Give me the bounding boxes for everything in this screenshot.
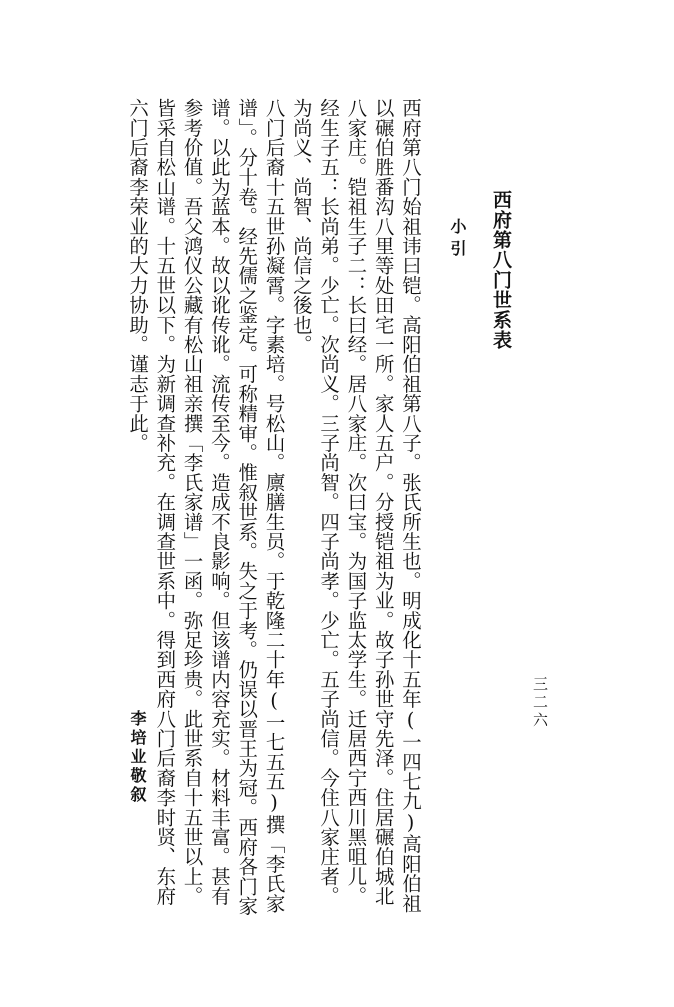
paragraph-2: 八门后裔十五世孙凝霄。字素培。号松山。廪膳生员。于乾隆二十年(一七五五)撰「李氏家谱」。分十卷。经先儒之鉴定。可称精审。惟叙世系。失之于考。仍误以晋王为冠。西府各门家谱。以此为蓝本。故以讹传讹。流传至今。造成不良影响。但该谱内容充实。材料丰富。甚有参考价值。吾父鸿仪公藏有松山祖亲撰「李氏家谱」一函。弥足珍贵。此世系自十五世以上。皆采自松山谱。十五世以下。为新调查补充。在调查世系中。得到西府八门后裔李时贤、东府六门后裔李荣业的大力协助。谨志于此。: [126, 98, 286, 916]
section-subtitle: 小引: [448, 218, 467, 262]
page-number: 三二六: [531, 676, 549, 730]
author-signature: 李培业敬叙: [128, 710, 147, 805]
page-title: 西府第八门世系表: [490, 190, 512, 350]
paragraph-1: 西府第八门始祖讳曰铠。高阳伯祖第八子。张氏所生也。明成化十五年(一四七九)高阳伯祖以碾伯胜番沟八里等处田宅一所。家人五户。分授铠祖为业。故子孙世守先泽。住居碾伯城北八家庄。铠祖生子二：长曰经。居八家庄。次曰宝。为国子监太学生。迁居西宁西川黑咀儿。经生子五：长尚弟。少亡。次尚义。三子尚智。四子尚孝。少亡。五子尚信。今住八家庄者。为尚义、尚智、尚信之後也。: [289, 98, 422, 913]
